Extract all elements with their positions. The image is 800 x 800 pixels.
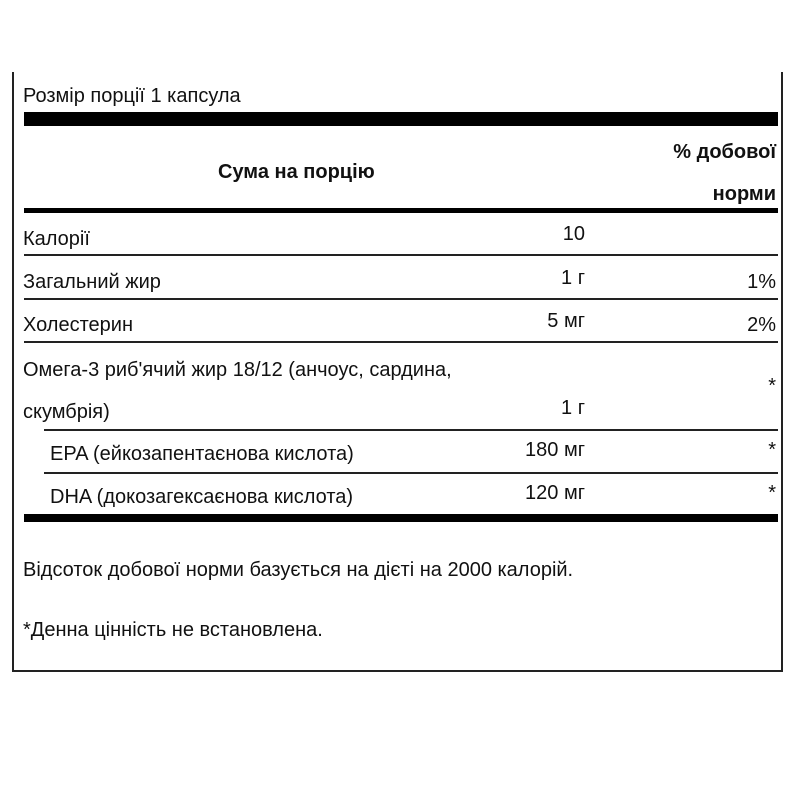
nutrient-name-omega3-line1: Омега-3 риб'ячий жир 18/12 (анчоус, сардина,	[23, 359, 452, 381]
nutrient-dv-omega3: *	[768, 375, 776, 397]
nutrient-dv-cholesterol: 2%	[747, 314, 776, 336]
nutrient-amount-total-fat: 1 г	[561, 267, 585, 289]
row-divider	[24, 341, 778, 343]
supplement-facts-panel	[12, 72, 783, 672]
nutrient-dv-total-fat: 1%	[747, 271, 776, 293]
nutrient-dv-dha: *	[768, 482, 776, 504]
row-divider	[44, 472, 778, 474]
footnote-percent-daily-value: Відсоток добової норми базується на дієті на 2000 калорій.	[23, 559, 574, 581]
nutrient-name-cholesterol: Холестерин	[23, 314, 133, 336]
nutrient-dv-epa: *	[768, 439, 776, 461]
footnote-asterisk: *Денна цінність не встановлена.	[23, 619, 323, 641]
nutrient-name-total-fat: Загальний жир	[23, 271, 161, 293]
row-divider	[24, 298, 778, 300]
nutrient-name-omega3-line2: скумбрія)	[23, 401, 110, 423]
daily-value-header-line1: % добової	[673, 141, 776, 163]
row-divider	[24, 254, 778, 256]
amount-per-serving-header: Сума на порцію	[218, 161, 375, 183]
nutrient-amount-cholesterol: 5 мг	[547, 310, 585, 332]
nutrient-name-dha: DHA (докозагексаєнова кислота)	[50, 486, 354, 508]
nutrient-name-epa: EPA (ейкозапентаєнова кислота)	[50, 443, 354, 465]
nutrient-amount-omega3: 1 г	[561, 397, 585, 419]
serving-size: Розмір порції 1 капсула	[23, 85, 241, 107]
nutrient-amount-calories: 10	[562, 223, 585, 245]
nutrient-amount-epa: 180 мг	[525, 439, 585, 461]
divider-thick-top	[24, 112, 778, 126]
daily-value-header-line2: норми	[712, 183, 776, 205]
row-divider	[44, 429, 778, 431]
nutrient-name-calories: Калорії	[23, 228, 90, 250]
divider-thick-bottom	[24, 514, 778, 522]
divider-header	[24, 208, 778, 213]
nutrient-amount-dha: 120 мг	[525, 482, 585, 504]
